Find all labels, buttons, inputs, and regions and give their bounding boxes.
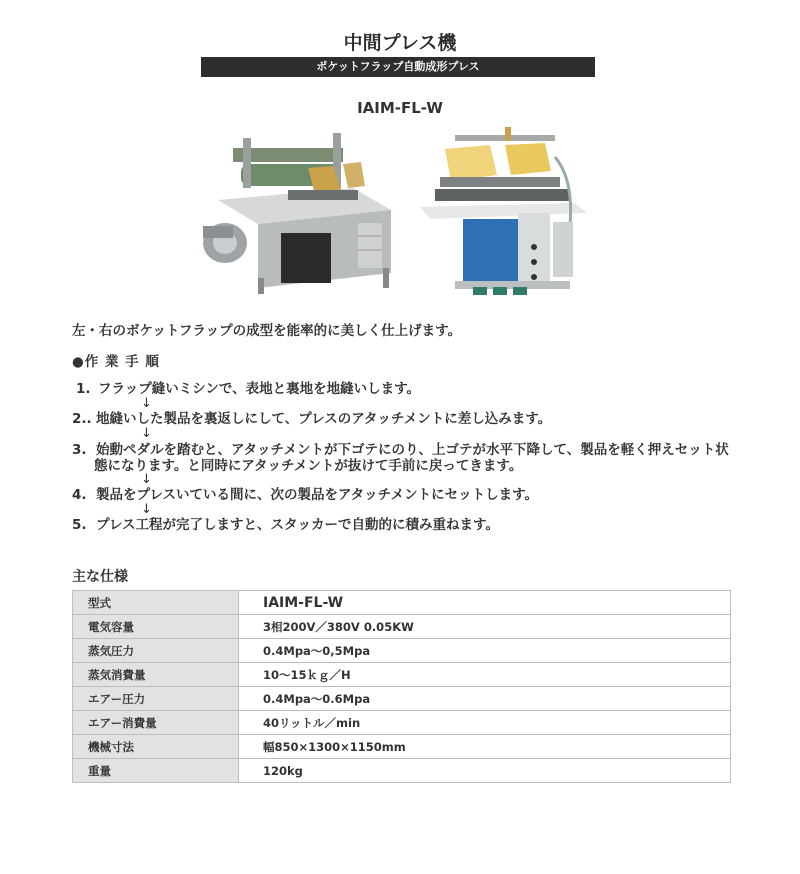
step-number: 3. xyxy=(72,442,87,458)
spec-label: 電気容量 xyxy=(73,615,239,639)
subtitle-bar: ポケットフラップ自動成形プレス xyxy=(201,57,595,77)
step-number: 4. xyxy=(72,487,87,503)
lead-text: 左・右のボケットフラップの成型を能率的に美しく仕上げます。 xyxy=(72,323,462,339)
procedure-step-4 xyxy=(72,487,732,503)
spec-value: 0.4Mpa～0,5Mpa xyxy=(239,639,731,663)
step-text: 製品をプレスいている間に、次の製品をアタッチメントにセットします。 xyxy=(96,487,538,503)
spec-value: IAIM-FL-W xyxy=(239,591,731,615)
spec-table xyxy=(72,590,731,783)
step-arrow: ↓ xyxy=(141,472,152,487)
step-text: 地縫いした製品を裏返しにして、プレスのアタッチメントに差し込みます。 xyxy=(96,411,552,427)
step-arrow: ↓ xyxy=(141,502,152,517)
spec-row-dimensions xyxy=(73,735,731,759)
procedure-step-5 xyxy=(72,517,732,533)
spec-label: 重量 xyxy=(73,759,239,783)
procedure-step-2 xyxy=(72,411,732,427)
step-text: プレス工程が完了しますと、スタッカーで自動的に積み重ねます。 xyxy=(96,517,499,533)
spec-label: エアー圧力 xyxy=(73,687,239,711)
spec-value: 40リットル／min xyxy=(239,711,731,735)
page-title: 中間プレス機 xyxy=(343,32,457,54)
spec-row-air-pressure xyxy=(73,687,731,711)
spec-value: 10～15ｋｇ／H xyxy=(239,663,731,687)
spec-row-power xyxy=(73,615,731,639)
spec-label: 型式 xyxy=(73,591,239,615)
spec-value: 3相200V／380V 0.05KW xyxy=(239,615,731,639)
procedure-step-1 xyxy=(72,381,732,397)
step-number: 2.. xyxy=(72,411,92,427)
step-arrow: ↓ xyxy=(141,426,152,441)
spec-value: 120kg xyxy=(239,759,731,783)
spec-row-steam-consumption xyxy=(73,663,731,687)
spec-title: 主な仕様 xyxy=(72,569,128,585)
procedure-step-3 xyxy=(72,442,732,474)
spec-row-model xyxy=(73,591,731,615)
spec-label: 蒸気圧力 xyxy=(73,639,239,663)
step-text: 始動ペダルを踏むと、アタッチメントが下ゴテにのり、上ゴテが水平下降して、製品を軽く押えセット状態になります。と同時にアタッチメントが抜けて手前に戻ってきます。 xyxy=(94,442,729,474)
spec-row-air-consumption xyxy=(73,711,731,735)
step-text: フラップ縫いミシンで、表地と裏地を地縫いします。 xyxy=(98,381,421,397)
step-number: 1. xyxy=(76,381,91,397)
machine-photo-right xyxy=(415,127,590,299)
spec-label: 機械寸法 xyxy=(73,735,239,759)
spec-label: 蒸気消費量 xyxy=(73,663,239,687)
procedure-title: ●作 業 手 順 xyxy=(72,354,160,370)
spec-value: 0.4Mpa～0.6Mpa xyxy=(239,687,731,711)
spec-value: 幅850×1300×1150mm xyxy=(239,735,731,759)
step-arrow: ↓ xyxy=(141,396,152,411)
step-number: 5. xyxy=(72,517,87,533)
spec-label: エアー消費量 xyxy=(73,711,239,735)
model-name: IAIM-FL-W xyxy=(357,99,443,117)
spec-row-weight xyxy=(73,759,731,783)
machine-photo-left xyxy=(193,128,393,296)
spec-row-steam-pressure xyxy=(73,639,731,663)
